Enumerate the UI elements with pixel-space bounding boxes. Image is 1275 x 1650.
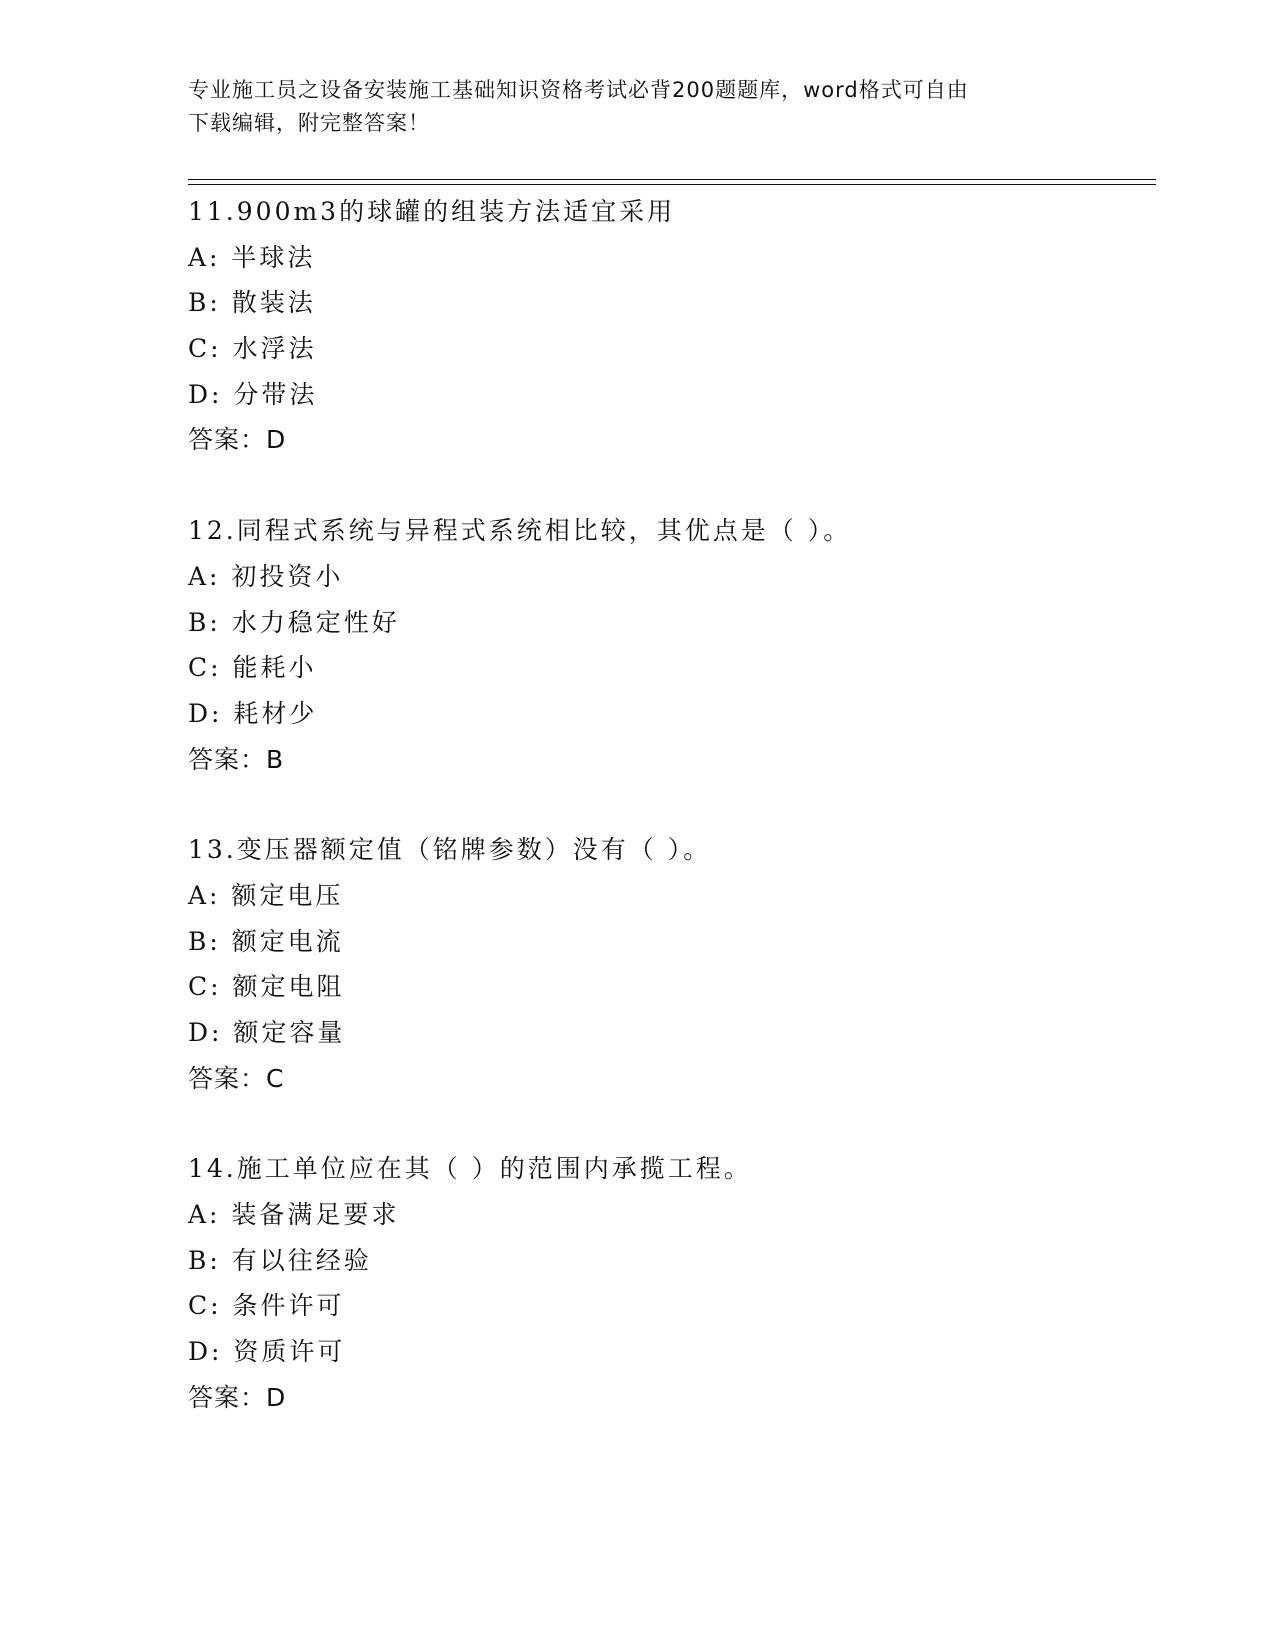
option-b: B: 水力稳定性好	[188, 607, 400, 637]
question-stem: 11.900m3的球罐的组装方法适宜采用	[188, 197, 676, 226]
option-c: C: 条件许可	[188, 1291, 345, 1321]
document-header	[188, 74, 1068, 140]
question-stem: 12.同程式系统与异程式系统相比较，其优点是（ ）。	[188, 516, 852, 546]
header-line-2: 下载编辑，附完整答案！	[188, 111, 430, 135]
question-item	[188, 189, 1156, 463]
option-b: B: 额定电流	[188, 926, 344, 956]
option-a: A: 初投资小	[188, 561, 344, 591]
option-a: A: 半球法	[188, 242, 316, 272]
header-line-1: 专业施工员之设备安装施工基础知识资格考试必背200题题库，word格式可自由	[188, 78, 969, 102]
answer-line: 答案：D	[188, 425, 287, 455]
option-a: A: 额定电压	[188, 880, 344, 910]
question-item	[188, 1146, 1156, 1420]
option-d: D: 耗材少	[188, 698, 318, 728]
answer-line: 答案：C	[188, 1063, 285, 1093]
question-item	[188, 827, 1156, 1101]
option-c: C: 水浮法	[188, 334, 317, 364]
answer-line: 答案：B	[188, 744, 285, 774]
option-d: D: 分带法	[188, 379, 318, 409]
option-c: C: 能耗小	[188, 653, 317, 683]
question-list	[188, 189, 1156, 1421]
question-stem: 13.变压器额定值（铭牌参数）没有（ ）。	[188, 835, 712, 865]
option-c: C: 额定电阻	[188, 972, 345, 1002]
question-item	[188, 508, 1156, 782]
option-d: D: 资质许可	[188, 1337, 346, 1367]
option-d: D: 额定容量	[188, 1018, 346, 1047]
option-b: B: 有以往经验	[188, 1245, 372, 1275]
header-divider-bottom	[188, 184, 1156, 185]
option-b: B: 散装法	[188, 288, 316, 318]
option-a: A: 装备满足要求	[188, 1200, 400, 1230]
answer-line: 答案：D	[188, 1382, 287, 1412]
question-stem: 14.施工单位应在其（ ）的范围内承揽工程。	[188, 1154, 752, 1184]
header-divider-top	[188, 179, 1156, 180]
